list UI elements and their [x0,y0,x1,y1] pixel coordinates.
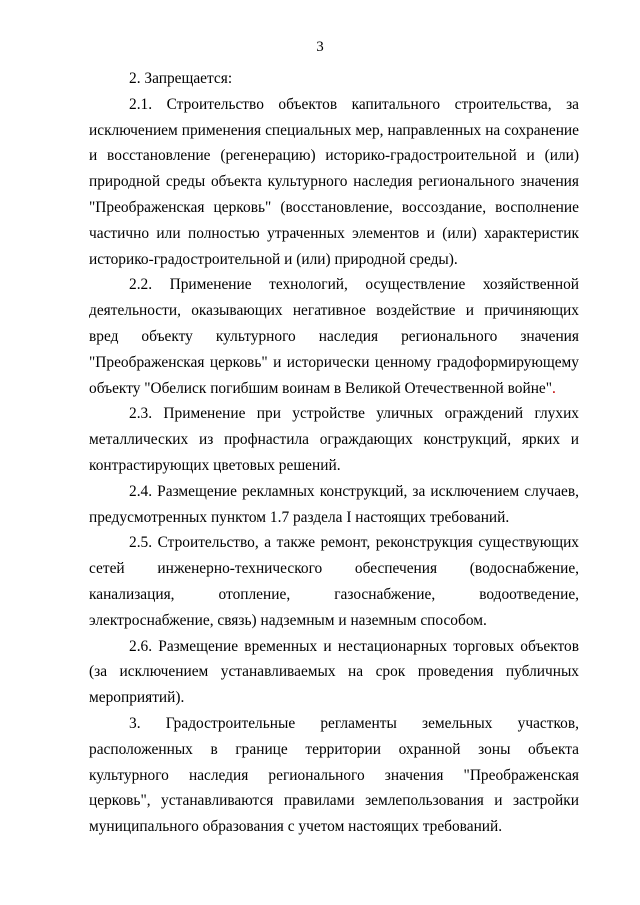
paragraph-2-2-end-mark: . [552,379,556,397]
page-number: 3 [316,39,324,55]
document-body [89,66,579,840]
paragraph-2-1: 2.1. Строительство объектов капитального строительства, за исключением применения специальных мер, направленных на сохранение и восстановление (регенерацию) историко-градостроительной и (или) природной среды объекта культурного наследия регионального значения "Преображенская церковь" (восстановление, воссоздание, восполнение частично или полностью утраченных элементов и (или) характеристик историко-градостроительной и (или) природной среды). [89,95,579,268]
paragraph-2-2-text: 2.2. Применение технологий, осуществление хозяйственной деятельности, оказывающих негативное воздействие и причиняющих вред объекту культурного наследия регионального значения "Преображенская церковь" и исторически ценному градоформирующему объекту "Обелиск погибшим воинам в Великой Отечественной войне" [89,276,579,397]
paragraph-2-6: 2.6. Размещение временных и нестационарных торговых объектов (за исключением устанавливаемых на срок проведения публичных мероприятий). [89,637,579,707]
paragraph-2-5: 2.5. Строительство, а также ремонт, реконструкция существующих сетей инженерно-технического обеспечения (водоснабжение, канализация, отопление, газоснабжение, водоотведение, электроснабжение, связь) надземным и наземным способом. [89,534,579,629]
paragraph-3: 3. Градостроительные регламенты земельных участков, расположенных в границе территории охранной зоны объекта культурного наследия регионального значения "Преображенская церковь", устанавливаются правилами землепользования и застройки муниципального образования с учетом настоящих требований. [89,714,579,836]
paragraph-2-4: 2.4. Размещение рекламных конструкций, за исключением случаев, предусмотренных пунктом 1.7 раздела I настоящих требований. [89,482,579,526]
paragraph-2: 2. Запрещается: [129,70,233,87]
paragraph-2-2 [89,272,579,401]
paragraph-2-3: 2.3. Применение при устройстве уличных ограждений глухих металлических из профнастила ограждающих конструкций, ярких и контрастирующих цветовых решений. [89,405,579,474]
